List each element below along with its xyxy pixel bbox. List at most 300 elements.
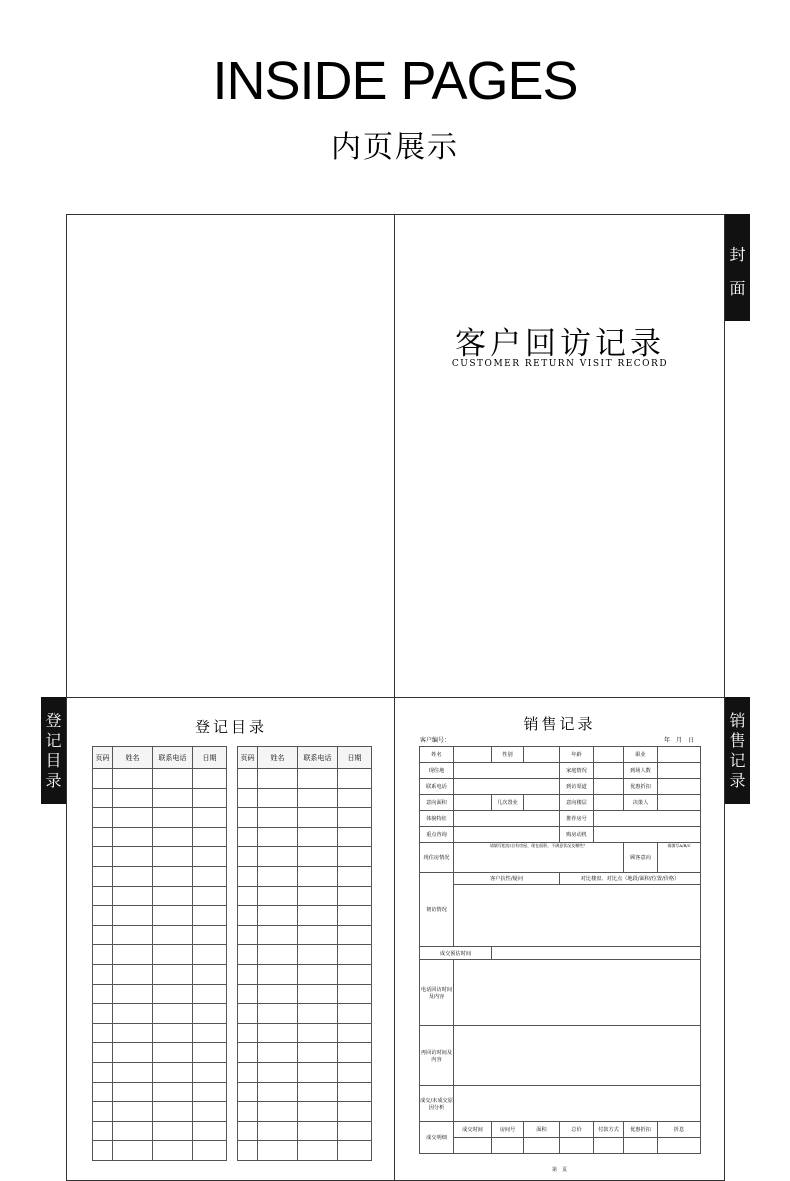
table-cell xyxy=(298,984,338,1004)
label-channel: 到访渠道 xyxy=(560,779,594,795)
label-appearance: 体貌特征 xyxy=(420,811,454,827)
intent-note: 请填写A/B/C xyxy=(658,843,701,873)
table-cell xyxy=(193,945,227,965)
label-deal-details: 成交明细 xyxy=(420,1122,454,1154)
table-row xyxy=(238,1141,372,1161)
label-residence: 现住地 xyxy=(420,763,454,779)
table-row xyxy=(93,1043,227,1063)
table-cell xyxy=(258,827,298,847)
cell-blank xyxy=(658,747,701,763)
cover-subtitle: CUSTOMER RETURN VISIT RECORD xyxy=(451,359,669,369)
col-date: 日期 xyxy=(338,747,372,769)
table-cell xyxy=(338,1102,372,1122)
label-age: 年龄 xyxy=(560,747,594,763)
table-cell xyxy=(113,1082,153,1102)
label-customer-intent: 顾客意向 xyxy=(624,843,658,873)
table-cell xyxy=(258,984,298,1004)
table-cell xyxy=(193,906,227,926)
table-cell xyxy=(258,906,298,926)
table-cell xyxy=(298,1062,338,1082)
table-cell xyxy=(298,1004,338,1024)
cell-blank xyxy=(594,763,624,779)
table-row xyxy=(93,769,227,789)
col-date: 日期 xyxy=(193,747,227,769)
col-name: 姓名 xyxy=(113,747,153,769)
label-family: 家庭情况 xyxy=(560,763,594,779)
table-cell xyxy=(193,1043,227,1063)
registry-title: 登记目录 xyxy=(194,718,267,736)
table-cell xyxy=(298,769,338,789)
table-cell xyxy=(298,925,338,945)
col-payment: 付款方式 xyxy=(594,1122,624,1138)
cell-blank xyxy=(594,747,624,763)
table-cell xyxy=(153,827,193,847)
cell-blank xyxy=(594,827,701,843)
table-cell xyxy=(238,1141,258,1161)
table-cell xyxy=(238,906,258,926)
table-cell xyxy=(153,1062,193,1082)
table-cell xyxy=(238,1082,258,1102)
table-cell xyxy=(258,1121,298,1141)
table-cell xyxy=(93,1141,113,1161)
tab-registry-char: 录 xyxy=(45,771,62,790)
table-cell xyxy=(113,1023,153,1043)
cell-blank xyxy=(524,795,560,811)
table-cell xyxy=(113,827,153,847)
table-cell xyxy=(258,1082,298,1102)
cell-blank xyxy=(594,811,701,827)
table-row xyxy=(238,1043,372,1063)
table-cell xyxy=(238,769,258,789)
table-cell xyxy=(298,1082,338,1102)
table-cell xyxy=(338,1004,372,1024)
table-cell xyxy=(193,827,227,847)
customer-no-label: 客户编号： xyxy=(420,737,451,744)
table-cell xyxy=(238,984,258,1004)
table-cell xyxy=(113,1043,153,1063)
table-cell xyxy=(93,1062,113,1082)
table-cell xyxy=(93,769,113,789)
table-cell xyxy=(338,788,372,808)
table-cell xyxy=(258,964,298,984)
table-row xyxy=(238,847,372,867)
tab-registry-char: 登 xyxy=(45,711,62,730)
table-cell xyxy=(338,1062,372,1082)
table-row xyxy=(238,1121,372,1141)
label-visitors: 到场人数 xyxy=(624,763,658,779)
table-row xyxy=(238,1082,372,1102)
table-row xyxy=(238,906,372,926)
table-cell xyxy=(153,984,193,1004)
table-cell xyxy=(93,788,113,808)
tab-cover[interactable] xyxy=(725,214,750,321)
table-cell xyxy=(193,925,227,945)
table-cell xyxy=(338,1141,372,1161)
cell-blank xyxy=(454,779,560,795)
table-cell xyxy=(193,847,227,867)
table-cell xyxy=(298,827,338,847)
table-cell xyxy=(113,788,153,808)
table-cell xyxy=(93,964,113,984)
label-gender: 性别 xyxy=(492,747,524,763)
cell-blank xyxy=(594,795,624,811)
table-cell xyxy=(258,886,298,906)
col-deal-time: 成交时间 xyxy=(454,1122,492,1138)
table-cell xyxy=(338,1023,372,1043)
table-cell xyxy=(238,945,258,965)
table-cell xyxy=(113,1004,153,1024)
table-cell xyxy=(193,1023,227,1043)
table-cell xyxy=(338,945,372,965)
table-cell xyxy=(153,964,193,984)
col-phone: 联系电话 xyxy=(298,747,338,769)
col-page-no: 页码 xyxy=(238,747,258,769)
table-row xyxy=(238,945,372,965)
table-row xyxy=(238,1102,372,1122)
table-row xyxy=(93,886,227,906)
table-cell xyxy=(298,808,338,828)
table-cell xyxy=(298,1121,338,1141)
table-cell xyxy=(238,1102,258,1122)
table-cell xyxy=(338,1121,372,1141)
table-cell xyxy=(238,866,258,886)
table-row xyxy=(93,827,227,847)
table-cell xyxy=(193,1062,227,1082)
table-cell xyxy=(258,847,298,867)
cell-blank xyxy=(454,960,701,1026)
table-cell xyxy=(153,906,193,926)
table-cell xyxy=(193,886,227,906)
tab-sales[interactable] xyxy=(725,697,750,804)
table-cell xyxy=(113,1062,153,1082)
table-row xyxy=(238,1062,372,1082)
table-cell xyxy=(193,964,227,984)
table-row xyxy=(93,847,227,867)
cell-blank xyxy=(454,827,560,843)
table-row xyxy=(93,964,227,984)
label-negotiation: 韧访情况 xyxy=(420,873,454,947)
tab-registry-char: 记 xyxy=(45,731,62,750)
table-cell xyxy=(193,866,227,886)
table-row xyxy=(93,906,227,926)
page-number-label: 第 页 xyxy=(551,1167,567,1173)
col-phone: 联系电话 xyxy=(153,747,193,769)
tab-cover-char: 封 xyxy=(729,245,746,264)
table-row xyxy=(93,1102,227,1122)
tab-registry-char: 目 xyxy=(45,751,62,770)
table-cell xyxy=(298,906,338,926)
table-cell xyxy=(238,847,258,867)
table-cell xyxy=(93,808,113,828)
table-cell xyxy=(113,886,153,906)
cell-blank xyxy=(454,885,701,947)
table-cell xyxy=(258,866,298,886)
cell-blank xyxy=(454,1026,701,1086)
table-cell xyxy=(93,984,113,1004)
col-discount: 优惠折扣 xyxy=(624,1122,658,1138)
table-cell xyxy=(298,1023,338,1043)
table-cell xyxy=(238,886,258,906)
tab-sales-char: 录 xyxy=(729,771,746,790)
table-cell xyxy=(298,1102,338,1122)
tab-registry[interactable] xyxy=(41,697,66,804)
label-occupation: 职业 xyxy=(624,747,658,763)
table-cell xyxy=(298,886,338,906)
table-cell xyxy=(258,1004,298,1024)
table-row xyxy=(238,769,372,789)
table-row xyxy=(93,788,227,808)
table-cell xyxy=(93,1043,113,1063)
label-key-inquiry: 重点咨询 xyxy=(420,827,454,843)
table-cell xyxy=(193,769,227,789)
table-cell xyxy=(153,886,193,906)
table-row xyxy=(93,1121,227,1141)
col-name: 姓名 xyxy=(258,747,298,769)
page-header-title: INSIDE PAGES xyxy=(212,51,578,111)
table-cell xyxy=(338,1082,372,1102)
table-cell xyxy=(113,847,153,867)
table-cell xyxy=(338,769,372,789)
table-cell xyxy=(238,788,258,808)
table-cell xyxy=(113,906,153,926)
cell-blank xyxy=(560,1138,594,1154)
col-room-no: 房间号 xyxy=(492,1122,524,1138)
table-cell xyxy=(153,1102,193,1122)
table-row xyxy=(238,886,372,906)
cell-blank xyxy=(454,747,492,763)
table-cell xyxy=(93,1102,113,1122)
table-cell xyxy=(93,1082,113,1102)
table-row xyxy=(238,1004,372,1024)
page-header-subtitle: 内页展示 xyxy=(331,130,459,165)
table-cell xyxy=(338,808,372,828)
sales-record-table xyxy=(419,746,701,1154)
table-cell xyxy=(93,945,113,965)
table-cell xyxy=(113,1141,153,1161)
label-floor: 意向楼层 xyxy=(560,795,594,811)
table-cell xyxy=(153,1121,193,1141)
table-cell xyxy=(338,964,372,984)
cell-blank xyxy=(492,1138,524,1154)
registry-table-left xyxy=(92,746,227,1161)
table-cell xyxy=(338,866,372,886)
table-cell xyxy=(338,827,372,847)
table-cell xyxy=(338,886,372,906)
tab-cover-char: 面 xyxy=(729,279,746,298)
table-cell xyxy=(153,1082,193,1102)
current-housing-note: 请填写租房/自有房屋、现在面积、不满意状况及哪些？ xyxy=(454,843,624,873)
cell-blank xyxy=(454,811,560,827)
table-cell xyxy=(93,847,113,867)
cell-blank xyxy=(658,795,701,811)
table-cell xyxy=(93,1121,113,1141)
label-name: 姓名 xyxy=(420,747,454,763)
table-cell xyxy=(338,925,372,945)
tab-sales-char: 售 xyxy=(729,731,746,750)
col-page-no: 页码 xyxy=(93,747,113,769)
cell-blank xyxy=(624,1138,658,1154)
label-deal-analysis: 成交/未成交原因分析 xyxy=(420,1086,454,1122)
table-cell xyxy=(153,1023,193,1043)
table-cell xyxy=(238,1004,258,1024)
table-row xyxy=(93,808,227,828)
table-cell xyxy=(93,866,113,886)
table-cell xyxy=(258,788,298,808)
table-row xyxy=(93,1023,227,1043)
table-cell xyxy=(258,808,298,828)
table-cell xyxy=(298,847,338,867)
table-cell xyxy=(153,769,193,789)
table-cell xyxy=(193,808,227,828)
table-cell xyxy=(113,808,153,828)
table-cell xyxy=(238,1062,258,1082)
col-area: 面积 xyxy=(524,1122,560,1138)
table-cell xyxy=(238,1043,258,1063)
table-cell xyxy=(93,827,113,847)
cover-page-panel xyxy=(394,214,725,698)
table-row xyxy=(93,1141,227,1161)
table-cell xyxy=(298,964,338,984)
table-row xyxy=(93,925,227,945)
table-cell xyxy=(113,1102,153,1122)
table-row xyxy=(238,788,372,808)
table-row xyxy=(93,1062,227,1082)
table-row xyxy=(238,925,372,945)
table-cell xyxy=(258,945,298,965)
table-cell xyxy=(153,788,193,808)
cell-blank xyxy=(492,947,701,960)
table-cell xyxy=(258,769,298,789)
table-cell xyxy=(193,984,227,1004)
label-phone: 联系电话 xyxy=(420,779,454,795)
table-cell xyxy=(193,788,227,808)
label-discount: 优惠折扣 xyxy=(624,779,658,795)
table-cell xyxy=(238,808,258,828)
table-row xyxy=(238,984,372,1004)
blank-page-panel xyxy=(66,214,396,698)
table-cell xyxy=(338,906,372,926)
table-cell xyxy=(113,984,153,1004)
cell-blank xyxy=(658,763,701,779)
table-row xyxy=(238,866,372,886)
sales-title: 销售记录 xyxy=(523,715,596,733)
cell-blank xyxy=(524,1138,560,1154)
table-cell xyxy=(258,1062,298,1082)
table-cell xyxy=(113,769,153,789)
table-cell xyxy=(93,925,113,945)
table-cell xyxy=(238,925,258,945)
table-cell xyxy=(298,788,338,808)
table-cell xyxy=(153,1141,193,1161)
label-recommended-room: 推荐房号 xyxy=(560,811,594,827)
table-cell xyxy=(153,925,193,945)
table-cell xyxy=(193,1082,227,1102)
table-row xyxy=(93,984,227,1004)
cell-blank xyxy=(454,1138,492,1154)
col-interest: 折息 xyxy=(658,1122,701,1138)
table-cell xyxy=(93,906,113,926)
cell-blank xyxy=(454,763,560,779)
table-cell xyxy=(113,925,153,945)
table-cell xyxy=(93,1023,113,1043)
table-cell xyxy=(338,847,372,867)
table-cell xyxy=(193,1121,227,1141)
label-area: 意向面积 xyxy=(420,795,454,811)
label-motivation: 购房动机 xyxy=(560,827,594,843)
table-cell xyxy=(258,1102,298,1122)
table-cell xyxy=(298,866,338,886)
table-cell xyxy=(238,827,258,847)
label-resistance: 客户抗性/疑问 xyxy=(454,873,560,885)
label-current-housing: 现住房情况 xyxy=(420,843,454,873)
label-decision-maker: 决策人 xyxy=(624,795,658,811)
label-expected-deal-time: 成交预估时间 xyxy=(420,947,492,960)
label-revisit: 再回访时间及内容 xyxy=(420,1026,454,1086)
table-cell xyxy=(93,886,113,906)
cell-blank xyxy=(594,1138,624,1154)
col-total-price: 总价 xyxy=(560,1122,594,1138)
table-cell xyxy=(93,1004,113,1024)
table-cell xyxy=(113,945,153,965)
table-cell xyxy=(258,1141,298,1161)
table-cell xyxy=(338,1043,372,1063)
table-cell xyxy=(113,866,153,886)
table-cell xyxy=(298,1043,338,1063)
table-cell xyxy=(153,1043,193,1063)
table-cell xyxy=(113,1121,153,1141)
cell-blank xyxy=(594,779,624,795)
table-row xyxy=(93,866,227,886)
cell-blank xyxy=(454,795,492,811)
table-cell xyxy=(338,984,372,1004)
table-cell xyxy=(153,945,193,965)
table-cell xyxy=(258,925,298,945)
table-row xyxy=(238,1023,372,1043)
table-row xyxy=(238,827,372,847)
table-cell xyxy=(238,1023,258,1043)
table-cell xyxy=(238,964,258,984)
table-cell xyxy=(153,808,193,828)
table-row xyxy=(238,964,372,984)
cell-blank xyxy=(524,747,560,763)
table-cell xyxy=(193,1102,227,1122)
table-cell xyxy=(193,1141,227,1161)
label-purchase-count: 几次置业 xyxy=(492,795,524,811)
tab-sales-char: 销 xyxy=(729,711,746,730)
label-comparison: 对比楼盘、对比点（地段/面积/位置/价格） xyxy=(560,873,701,885)
tab-sales-char: 记 xyxy=(729,751,746,770)
table-cell xyxy=(153,1004,193,1024)
table-cell xyxy=(298,1141,338,1161)
date-label: 年 月 日 xyxy=(664,737,695,744)
cover-title: 客户回访记录 xyxy=(455,326,665,362)
table-cell xyxy=(298,945,338,965)
label-phone-visit: 电话回访时间及内容 xyxy=(420,960,454,1026)
cell-blank xyxy=(658,779,701,795)
table-row xyxy=(93,945,227,965)
table-cell xyxy=(258,1043,298,1063)
table-cell xyxy=(153,847,193,867)
table-row xyxy=(238,808,372,828)
table-cell xyxy=(153,866,193,886)
table-cell xyxy=(258,1023,298,1043)
table-cell xyxy=(238,1121,258,1141)
table-row xyxy=(93,1004,227,1024)
table-cell xyxy=(113,964,153,984)
registry-table-right xyxy=(237,746,372,1161)
cell-blank xyxy=(658,1138,701,1154)
table-row xyxy=(93,1082,227,1102)
